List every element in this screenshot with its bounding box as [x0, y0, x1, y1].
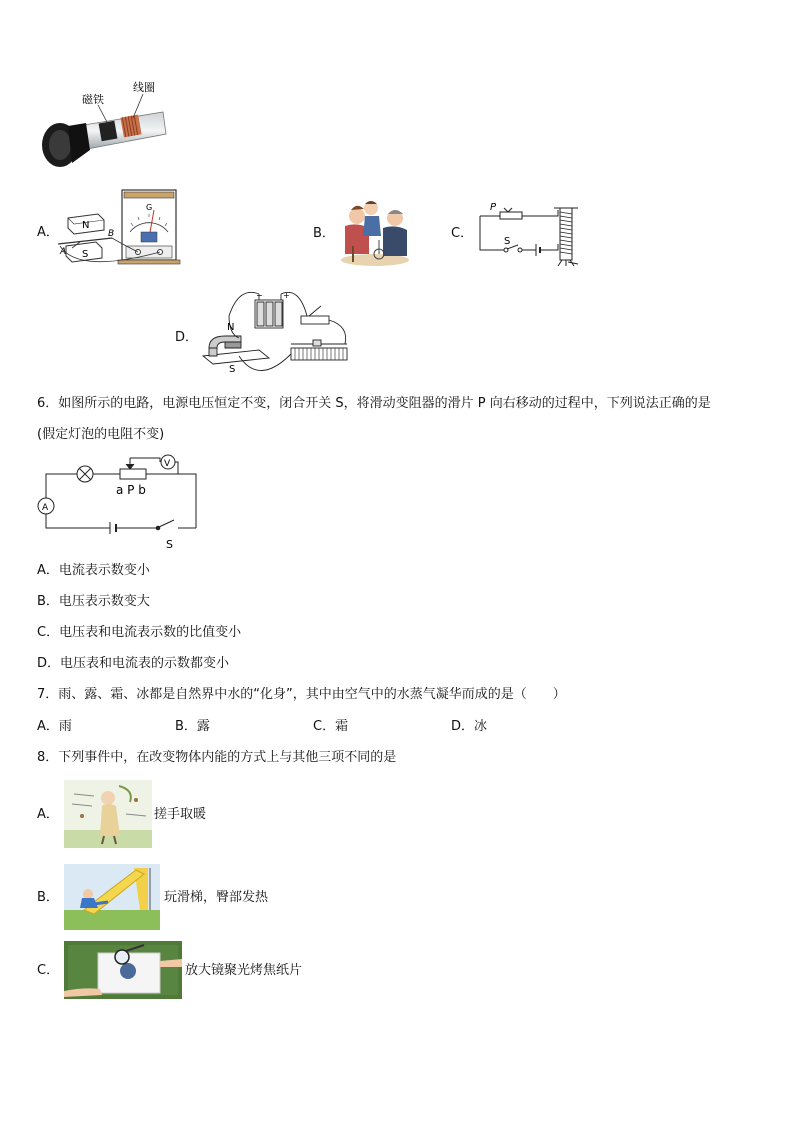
- q6-option-b: B．电压表示数变大: [37, 594, 150, 609]
- q8-option-b-text: 玩滑梯，臀部发热: [164, 890, 269, 905]
- voltmeter-label: V: [164, 459, 171, 469]
- q8-option-c-picture: [64, 941, 182, 999]
- q6-stem-line2: (假定灯泡的电阻不变): [37, 427, 165, 442]
- option-a-a-label: A: [60, 247, 67, 257]
- option-c-figure: [474, 194, 586, 270]
- q6-option-a: A．电流表示数变小: [37, 563, 150, 578]
- option-a-letter: A．: [37, 225, 59, 240]
- rheostat-label: a P b: [116, 483, 146, 497]
- switch-label: S: [166, 538, 173, 551]
- svg-text:−: −: [256, 291, 263, 300]
- q6-stem-line1: 6．如图所示的电路，电源电压恒定不变，闭合开关 S，将滑动变阻器的滑片 P 向右移动的过程中，下列说法正确的是: [37, 396, 711, 411]
- q8-option-a-picture: [64, 780, 152, 848]
- q7-option-a: A．雨: [37, 719, 72, 734]
- option-d-s-label: S: [229, 364, 236, 375]
- coil-label: 线圈: [133, 81, 155, 94]
- option-a-n-label: N: [82, 220, 90, 231]
- q7-stem: 7．雨、露、霜、冰都是自然界中水的“化身”，其中由空气中的水蒸气凝华而成的是（ ）: [37, 687, 566, 702]
- option-a-figure: [58, 188, 183, 268]
- option-d-letter: D．: [175, 330, 199, 345]
- q6-circuit-diagram: [36, 452, 204, 552]
- q8-option-b-letter: B．: [37, 890, 59, 905]
- option-d-n-label: N: [227, 322, 235, 333]
- ammeter-label: A: [42, 503, 49, 513]
- flashlight-figure: [38, 78, 173, 173]
- option-a-b-label: B: [108, 229, 115, 239]
- svg-text:+: +: [283, 291, 290, 300]
- option-c-p-label: P: [490, 202, 497, 213]
- q8-option-a-text: 搓手取暖: [154, 807, 207, 822]
- option-b-letter: B．: [313, 226, 335, 241]
- galvanometer-g-label: G: [146, 203, 153, 212]
- option-d-figure: [199, 286, 359, 386]
- q8-option-a-letter: A．: [37, 807, 59, 822]
- q8-option-b-picture: [64, 864, 160, 930]
- magnet-label: 磁铁: [82, 93, 104, 106]
- option-a-s-label: S: [82, 249, 89, 260]
- q8-stem: 8．下列事件中，在改变物体内能的方式上与其他三项不同的是: [37, 750, 397, 765]
- q8-option-c-text: 放大镜聚光烤焦纸片: [185, 963, 303, 978]
- option-b-figure: [337, 196, 415, 268]
- q6-option-d: D．电压表和电流表的示数都变小: [37, 656, 230, 671]
- q7-option-c: C．霜: [313, 719, 349, 734]
- q8-option-c-letter: C．: [37, 963, 60, 978]
- q7-option-d: D．冰: [451, 719, 488, 734]
- option-c-letter: C．: [451, 226, 474, 241]
- q7-option-b: B．露: [175, 719, 210, 734]
- q6-option-c: C．电压表和电流表示数的比值变小: [37, 625, 242, 640]
- option-c-s-label: S: [504, 236, 511, 247]
